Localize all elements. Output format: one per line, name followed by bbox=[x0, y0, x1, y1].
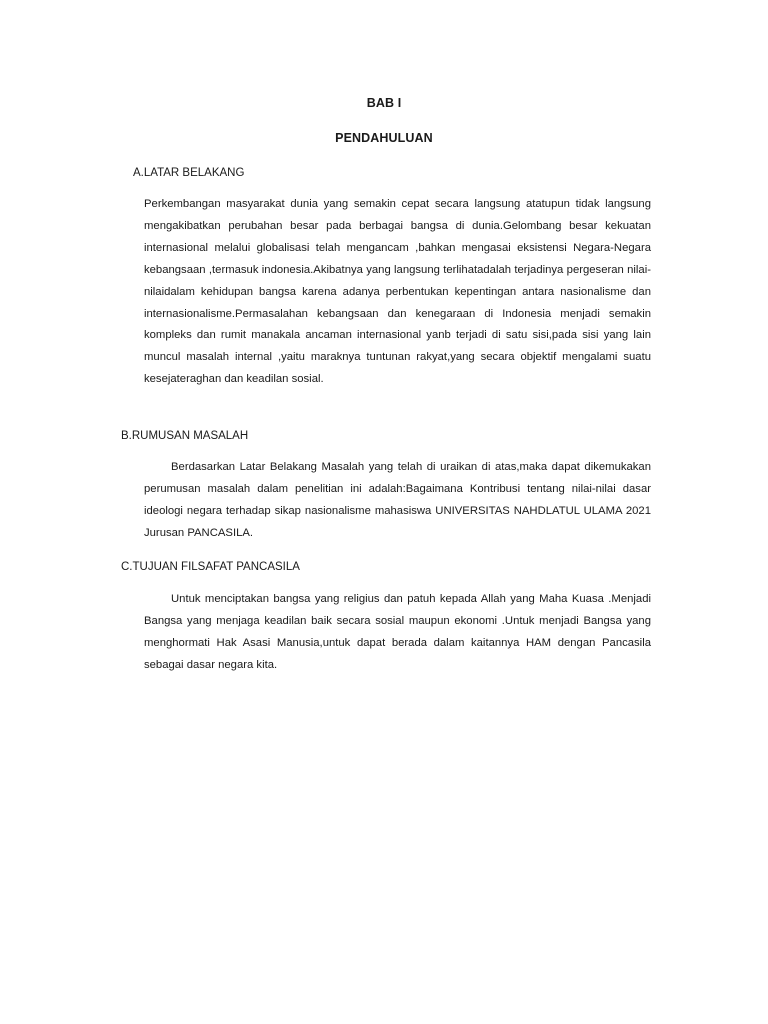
section-heading-tujuan: C.TUJUAN FILSAFAT PANCASILA bbox=[121, 561, 300, 573]
section-body-latar-belakang: Perkembangan masyarakat dunia yang semakin cepat secara langsung atatupun tidak langsung mengakibatkan perubahan besar pada berbagai bangsa di dunia.Gelombang besar kekuatan internasional melalui globalisasi telah mengancam ,bahkan mengasai eksistensi Negara-Negara kebangsaan ,termasuk indonesia.Akibatnya yang langsung terlihatadalah terjadinya pergeseran nilai-nilaidalam kehidupan bangsa karena adanya perbentukan kepentingan antara nasionalisme dan internasionalisme.Permasalahan kebangsaan dan kenegaraan di Indonesia menjadi semakin kompleks dan rumit manakala ancaman internasional yanb terjadi di satu sisi,pada sisi yang lain muncul masalah internal ,yaitu maraknya tuntunan rakyat,yang secara objektif mengalami suatu kesejateraghan dan keadilan sosial. bbox=[144, 198, 651, 386]
section-heading-latar-belakang: A.LATAR BELAKANG bbox=[133, 167, 245, 179]
section-heading-rumusan-masalah: B.RUMUSAN MASALAH bbox=[121, 430, 249, 442]
section-body-tujuan: Untuk menciptakan bangsa yang religius dan patuh kepada Allah yang Maha Kuasa .Menjadi Bangsa yang menjaga keadilan baik secara sosial maupun ekonomi .Untuk menjadi Bangsa yang menghormati Hak Asasi Manusia,untuk dapat berada dalam kaitannya HAM dengan Pancasila sebagai dasar negara kita. bbox=[144, 593, 651, 671]
section-body-rumusan-masalah: Berdasarkan Latar Belakang Masalah yang telah di uraikan di atas,maka dapat dikemukakan perumusan masalah dalam penelitian ini adalah:Bagaimana Kontribusi tentang nilai-nilai dasar ideologi negara terhadap sikap nasionalisme mahasiswa UNIVERSITAS NAHDLATUL ULAMA 2021 Jurusan PANCASILA. bbox=[144, 461, 651, 539]
chapter-title: PENDAHULUAN bbox=[335, 131, 433, 145]
chapter-number: BAB I bbox=[366, 96, 402, 110]
